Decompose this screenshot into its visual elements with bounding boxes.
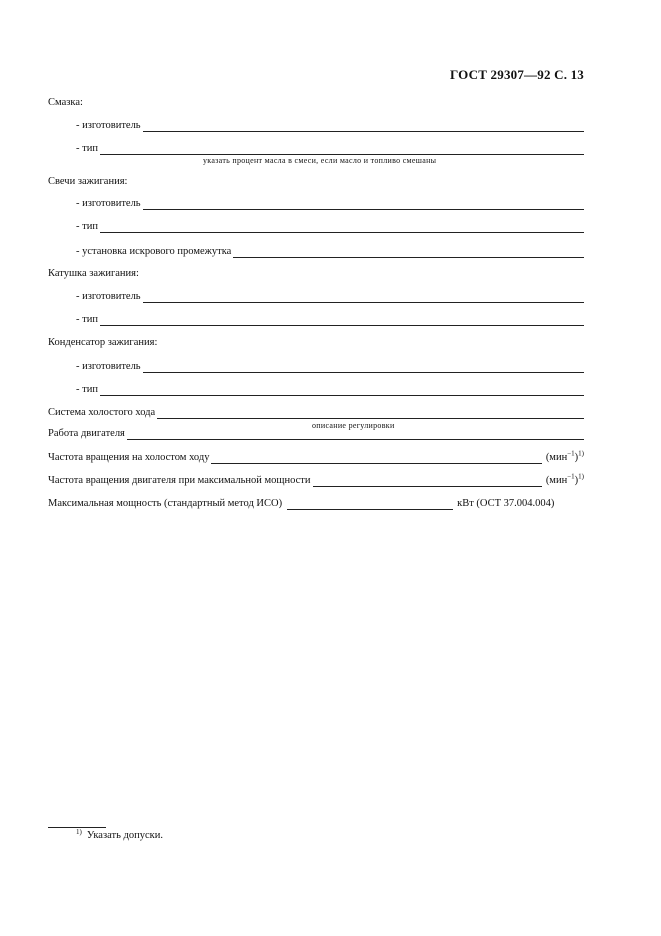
ignition-coil-type-label: - тип: [76, 314, 98, 325]
ignition-condenser-manufacturer-row: [76, 361, 584, 373]
lubrication-type-field[interactable]: [100, 144, 584, 155]
max-power-speed-label: Частота вращения двигателя при максимальной мощности: [48, 475, 311, 486]
idle-system-row: [48, 407, 584, 419]
lubrication-manufacturer-row: [76, 120, 584, 132]
lubrication-manufacturer-field[interactable]: [143, 121, 584, 132]
spark-plugs-heading: Свечи зажигания:: [48, 176, 128, 187]
footnote-marker: 1): [76, 827, 82, 836]
max-power-label: Максимальная мощность (стандартный метод ИСО): [48, 498, 283, 509]
ignition-coil-type-field[interactable]: [100, 315, 584, 326]
max-power-speed-row: [48, 472, 584, 487]
spark-plugs-gap-field[interactable]: [233, 247, 584, 258]
idle-speed-field[interactable]: [211, 453, 541, 464]
idle-speed-label: Частота вращения на холостом ходу: [48, 452, 210, 463]
ignition-coil-type-row: [76, 314, 584, 326]
idle-system-field[interactable]: [157, 408, 584, 419]
spark-plugs-manufacturer-row: [76, 198, 584, 210]
max-power-speed-field[interactable]: [313, 476, 542, 487]
ignition-condenser-type-field[interactable]: [100, 385, 584, 396]
engine-operation-row: [48, 428, 584, 440]
ignition-condenser-manufacturer-field[interactable]: [143, 362, 584, 373]
ignition-condenser-type-row: [76, 384, 584, 396]
max-power-unit: кВт (ОСТ 37.004.004): [457, 498, 555, 509]
lubrication-heading: Смазка:: [48, 97, 83, 108]
idle-system-label: Система холостого хода: [48, 407, 156, 418]
lubrication-manufacturer-label: - изготовитель: [76, 120, 141, 131]
ignition-coil-heading: Катушка зажигания:: [48, 268, 139, 279]
footnote-ref: 1): [578, 449, 584, 458]
footnote-text: Указать допуски.: [86, 830, 163, 841]
spark-plugs-type-label: - тип: [76, 221, 98, 232]
ignition-condenser-type-label: - тип: [76, 384, 98, 395]
engine-operation-field[interactable]: [127, 429, 584, 440]
max-power-row: [48, 498, 584, 510]
engine-operation-label: Работа двигателя: [48, 428, 125, 439]
ignition-coil-manufacturer-row: [76, 291, 584, 303]
spark-plugs-type-row: [76, 221, 584, 233]
ignition-condenser-manufacturer-label: - изготовитель: [76, 361, 141, 372]
idle-system-hint: описание регулировки: [312, 421, 395, 430]
spark-plugs-gap-label: - установка искрового промежутка: [76, 246, 232, 257]
spark-plugs-type-field[interactable]: [100, 222, 584, 233]
max-power-field[interactable]: [287, 499, 453, 510]
spark-plugs-manufacturer-field[interactable]: [143, 199, 584, 210]
ignition-condenser-heading: Конденсатор зажигания:: [48, 337, 158, 348]
ignition-coil-manufacturer-field[interactable]: [143, 292, 584, 303]
spark-plugs-gap-row: [76, 246, 584, 258]
footnote-ref: 1): [578, 472, 584, 481]
ignition-coil-manufacturer-label: - изготовитель: [76, 291, 141, 302]
lubrication-type-row: [76, 143, 584, 155]
max-power-speed-unit: $(мин^{-1})^{1)}$: [545, 472, 584, 486]
lubrication-hint: указать процент масла в смеси, если масло и топливо смешаны: [203, 156, 437, 165]
page-header: ГОСТ 29307—92 С. 13: [450, 67, 584, 82]
lubrication-type-label: - тип: [76, 143, 98, 154]
idle-speed-unit: $(мин^{-1})^{1)}$: [545, 449, 584, 463]
spark-plugs-manufacturer-label: - изготовитель: [76, 198, 141, 209]
idle-speed-row: [48, 449, 584, 464]
footnote: [76, 827, 163, 841]
